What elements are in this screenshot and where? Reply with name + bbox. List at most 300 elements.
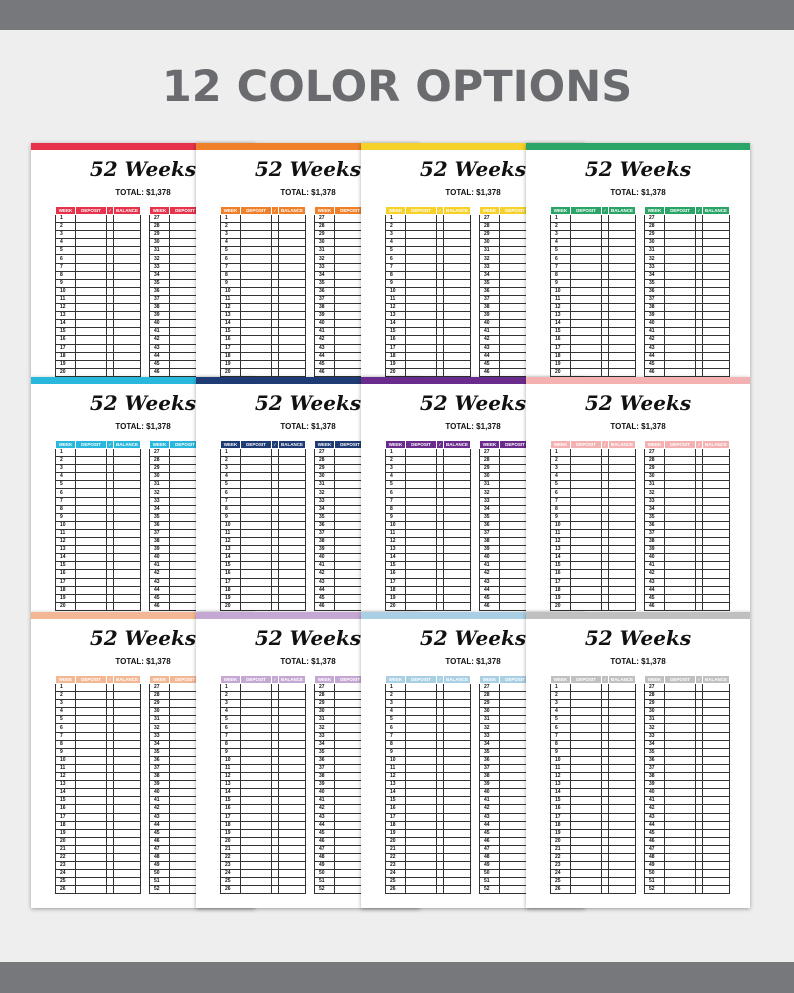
column-header-deposit: DEPOSIT — [500, 207, 531, 215]
blank-cell — [107, 215, 114, 223]
table-row — [221, 247, 306, 255]
blank-cell — [444, 845, 471, 853]
table-row — [480, 312, 531, 320]
table-row — [221, 505, 306, 513]
week-number: 1 — [221, 215, 241, 223]
week-number: 19 — [386, 360, 406, 368]
blank-cell — [406, 239, 437, 247]
table-row — [645, 215, 730, 223]
table-row — [221, 813, 306, 821]
column-header-deposit: DEPOSIT — [406, 207, 437, 215]
table-row — [645, 538, 730, 546]
week-number: 15 — [386, 797, 406, 805]
week-number: 20 — [551, 368, 571, 376]
blank-cell — [609, 546, 636, 554]
table-row — [480, 328, 531, 336]
week-number: 2 — [551, 457, 571, 465]
table-row — [480, 821, 531, 829]
blank-cell — [76, 805, 107, 813]
week-number: 28 — [480, 457, 500, 465]
table-row — [551, 773, 636, 781]
table-row — [551, 336, 636, 344]
blank-cell — [696, 594, 703, 602]
week-number: 16 — [386, 570, 406, 578]
blank-cell — [107, 692, 114, 700]
table-row — [480, 684, 531, 692]
blank-cell — [406, 344, 437, 352]
week-number: 39 — [645, 312, 665, 320]
blank-cell — [444, 304, 471, 312]
week-number: 20 — [221, 368, 241, 376]
column-header-deposit: DEPOSIT — [406, 441, 437, 449]
blank-cell — [114, 489, 141, 497]
blank-cell — [602, 684, 609, 692]
table-row — [645, 764, 730, 772]
week-number: 51 — [150, 878, 170, 886]
blank-cell — [241, 304, 272, 312]
table-row — [645, 886, 730, 894]
blank-cell — [76, 764, 107, 772]
week-number: 26 — [386, 886, 406, 894]
table-row — [645, 352, 730, 360]
blank-cell — [76, 570, 107, 578]
week-number: 44 — [645, 352, 665, 360]
table-row — [221, 773, 306, 781]
table-row — [480, 465, 531, 473]
week-number: 16 — [56, 805, 76, 813]
blank-cell — [241, 328, 272, 336]
week-number: 9 — [386, 748, 406, 756]
week-number: 7 — [386, 497, 406, 505]
blank-cell — [272, 578, 279, 586]
week-number: 13 — [386, 312, 406, 320]
column-header-week: WEEK — [56, 207, 76, 215]
table-row — [150, 481, 201, 489]
blank-cell — [406, 513, 437, 521]
week-number: 11 — [56, 764, 76, 772]
table-row — [645, 700, 730, 708]
blank-cell — [114, 837, 141, 845]
blank-cell — [107, 529, 114, 537]
table-row — [315, 304, 366, 312]
blank-cell — [76, 449, 107, 457]
blank-cell — [406, 231, 437, 239]
table-row — [480, 271, 531, 279]
table-row — [386, 813, 471, 821]
blank-cell — [279, 684, 306, 692]
week-number: 18 — [56, 821, 76, 829]
table-row — [221, 740, 306, 748]
table-row — [480, 732, 531, 740]
table-row — [645, 473, 730, 481]
table-row — [315, 773, 366, 781]
blank-cell — [76, 756, 107, 764]
blank-cell — [279, 465, 306, 473]
table-row — [551, 457, 636, 465]
blank-cell — [107, 312, 114, 320]
blank-cell — [76, 724, 107, 732]
blank-cell — [703, 271, 730, 279]
week-number: 30 — [645, 239, 665, 247]
blank-cell — [241, 878, 272, 886]
week-number: 13 — [56, 312, 76, 320]
table-row — [480, 546, 531, 554]
blank-cell — [444, 255, 471, 263]
blank-cell — [107, 360, 114, 368]
table-row — [480, 320, 531, 328]
table-row — [56, 845, 141, 853]
week-number: 19 — [551, 829, 571, 837]
blank-cell — [279, 578, 306, 586]
week-number: 11 — [221, 529, 241, 537]
table-row — [480, 708, 531, 716]
table-row — [221, 748, 306, 756]
blank-cell — [609, 255, 636, 263]
table-row — [315, 360, 366, 368]
blank-cell — [279, 724, 306, 732]
blank-cell — [665, 821, 696, 829]
savings-table — [149, 206, 201, 377]
blank-cell — [609, 263, 636, 271]
blank-cell — [696, 829, 703, 837]
week-number: 3 — [56, 465, 76, 473]
blank-cell — [76, 328, 107, 336]
table-row — [480, 853, 531, 861]
blank-cell — [107, 797, 114, 805]
blank-cell — [609, 805, 636, 813]
table-row — [386, 529, 471, 537]
blank-cell — [114, 716, 141, 724]
blank-cell — [114, 845, 141, 853]
week-number: 23 — [56, 862, 76, 870]
table-row — [221, 716, 306, 724]
week-number: 38 — [150, 773, 170, 781]
table-row — [386, 862, 471, 870]
table-row — [315, 862, 366, 870]
blank-cell — [241, 554, 272, 562]
blank-cell — [241, 352, 272, 360]
blank-cell — [114, 521, 141, 529]
week-number: 1 — [56, 684, 76, 692]
blank-cell — [272, 344, 279, 352]
blank-cell — [571, 336, 602, 344]
week-number: 37 — [645, 764, 665, 772]
week-number: 42 — [315, 570, 335, 578]
table-row — [150, 708, 201, 716]
blank-cell — [571, 521, 602, 529]
week-number: 12 — [221, 304, 241, 312]
blank-cell — [241, 805, 272, 813]
table-row — [645, 328, 730, 336]
week-number: 7 — [551, 497, 571, 505]
table-row — [645, 360, 730, 368]
savings-table — [644, 675, 730, 894]
blank-cell — [114, 473, 141, 481]
blank-cell — [437, 570, 444, 578]
week-number: 27 — [315, 449, 335, 457]
week-number: 46 — [480, 602, 500, 610]
blank-cell — [696, 255, 703, 263]
table-row — [645, 708, 730, 716]
week-number: 10 — [56, 756, 76, 764]
table-row — [150, 473, 201, 481]
blank-cell — [279, 546, 306, 554]
blank-cell — [272, 465, 279, 473]
blank-cell — [437, 328, 444, 336]
table-row — [221, 724, 306, 732]
week-number: 14 — [56, 320, 76, 328]
table-row — [150, 336, 201, 344]
table-row — [150, 837, 201, 845]
table-row — [480, 505, 531, 513]
blank-cell — [76, 239, 107, 247]
blank-cell — [571, 886, 602, 894]
blank-cell — [241, 263, 272, 271]
blank-cell — [665, 320, 696, 328]
blank-cell — [437, 821, 444, 829]
blank-cell — [76, 773, 107, 781]
blank-cell — [406, 837, 437, 845]
blank-cell — [279, 320, 306, 328]
table-row — [221, 279, 306, 287]
week-number: 10 — [386, 287, 406, 295]
table-row — [480, 538, 531, 546]
week-number: 45 — [645, 594, 665, 602]
column-header-balance: BALANCE — [114, 441, 141, 449]
week-number: 37 — [150, 764, 170, 772]
table-row — [150, 886, 201, 894]
blank-cell — [602, 489, 609, 497]
table-row — [56, 886, 141, 894]
blank-cell — [602, 538, 609, 546]
table-row — [551, 878, 636, 886]
blank-cell — [571, 255, 602, 263]
table-row — [480, 255, 531, 263]
table-row — [645, 336, 730, 344]
week-number: 12 — [386, 538, 406, 546]
week-number: 33 — [150, 497, 170, 505]
blank-cell — [107, 732, 114, 740]
week-number: 5 — [56, 247, 76, 255]
table-row — [645, 692, 730, 700]
blank-cell — [76, 878, 107, 886]
table-row — [386, 295, 471, 303]
table-row — [315, 554, 366, 562]
blank-cell — [609, 853, 636, 861]
table-row — [150, 505, 201, 513]
week-number: 41 — [315, 797, 335, 805]
blank-cell — [665, 570, 696, 578]
blank-cell — [602, 449, 609, 457]
blank-cell — [602, 360, 609, 368]
blank-cell — [444, 764, 471, 772]
week-number: 5 — [386, 247, 406, 255]
week-number: 26 — [551, 886, 571, 894]
table-row — [315, 764, 366, 772]
blank-cell — [703, 821, 730, 829]
table-row — [150, 344, 201, 352]
card-title: 52 Weeks — [89, 157, 197, 181]
table-row — [386, 521, 471, 529]
week-number: 3 — [56, 231, 76, 239]
blank-cell — [406, 773, 437, 781]
week-number: 3 — [386, 231, 406, 239]
table-row — [480, 279, 531, 287]
column-header-check: ✓ — [273, 207, 277, 213]
week-number: 44 — [480, 586, 500, 594]
table-row — [315, 255, 366, 263]
blank-cell — [272, 489, 279, 497]
blank-cell — [437, 870, 444, 878]
table-row — [150, 594, 201, 602]
table-row — [386, 594, 471, 602]
blank-cell — [703, 578, 730, 586]
table-row — [150, 215, 201, 223]
blank-cell — [609, 732, 636, 740]
table-row — [551, 797, 636, 805]
week-number: 33 — [645, 732, 665, 740]
column-header-balance: BALANCE — [279, 441, 306, 449]
blank-cell — [609, 336, 636, 344]
blank-cell — [571, 513, 602, 521]
week-number: 2 — [56, 457, 76, 465]
blank-cell — [665, 489, 696, 497]
table-row — [386, 328, 471, 336]
blank-cell — [665, 829, 696, 837]
card-title: 52 Weeks — [419, 626, 527, 650]
blank-cell — [602, 797, 609, 805]
week-number: 42 — [480, 805, 500, 813]
blank-cell — [444, 837, 471, 845]
week-number: 12 — [551, 538, 571, 546]
card-color-bar — [526, 377, 750, 384]
blank-cell — [272, 449, 279, 457]
blank-cell — [665, 263, 696, 271]
table-row — [56, 489, 141, 497]
blank-cell — [609, 878, 636, 886]
column-header-week: WEEK — [480, 676, 500, 684]
week-number: 7 — [551, 732, 571, 740]
blank-cell — [76, 481, 107, 489]
table-row — [645, 295, 730, 303]
blank-cell — [76, 247, 107, 255]
table-row — [551, 845, 636, 853]
blank-cell — [76, 821, 107, 829]
blank-cell — [114, 684, 141, 692]
table-row — [221, 878, 306, 886]
blank-cell — [571, 740, 602, 748]
table-row — [551, 764, 636, 772]
table-row — [56, 231, 141, 239]
blank-cell — [114, 821, 141, 829]
blank-cell — [76, 813, 107, 821]
blank-cell — [609, 505, 636, 513]
card-title: 52 Weeks — [419, 391, 527, 415]
table-row — [56, 878, 141, 886]
table-row — [315, 586, 366, 594]
week-number: 33 — [480, 263, 500, 271]
blank-cell — [444, 223, 471, 231]
blank-cell — [76, 497, 107, 505]
blank-cell — [279, 748, 306, 756]
week-number: 45 — [150, 360, 170, 368]
week-number: 34 — [480, 740, 500, 748]
week-number: 21 — [56, 845, 76, 853]
table-row — [56, 360, 141, 368]
blank-cell — [665, 700, 696, 708]
blank-cell — [406, 554, 437, 562]
table-row — [56, 821, 141, 829]
blank-cell — [76, 748, 107, 756]
blank-cell — [696, 724, 703, 732]
week-number: 18 — [386, 821, 406, 829]
week-number: 9 — [56, 748, 76, 756]
table-row — [551, 586, 636, 594]
blank-cell — [272, 837, 279, 845]
week-number: 13 — [56, 546, 76, 554]
week-number: 38 — [480, 538, 500, 546]
column-header-week: WEEK — [645, 207, 665, 215]
week-number: 40 — [150, 320, 170, 328]
blank-cell — [609, 279, 636, 287]
week-number: 12 — [56, 538, 76, 546]
blank-cell — [272, 829, 279, 837]
blank-cell — [696, 602, 703, 610]
blank-cell — [602, 263, 609, 271]
blank-cell — [444, 724, 471, 732]
table-row — [56, 505, 141, 513]
blank-cell — [609, 215, 636, 223]
blank-cell — [279, 602, 306, 610]
blank-cell — [76, 320, 107, 328]
table-row — [386, 457, 471, 465]
table-row — [221, 255, 306, 263]
column-header-check: ✓ — [273, 676, 277, 682]
table-row — [221, 554, 306, 562]
blank-cell — [272, 813, 279, 821]
table-row — [645, 853, 730, 861]
blank-cell — [609, 287, 636, 295]
column-header-week: WEEK — [221, 441, 241, 449]
week-number: 10 — [221, 756, 241, 764]
blank-cell — [571, 684, 602, 692]
table-row — [315, 821, 366, 829]
blank-cell — [437, 344, 444, 352]
table-row — [315, 497, 366, 505]
week-number: 48 — [480, 853, 500, 861]
blank-cell — [114, 239, 141, 247]
table-row — [150, 368, 201, 376]
blank-cell — [571, 594, 602, 602]
blank-cell — [571, 781, 602, 789]
table-row — [315, 748, 366, 756]
blank-cell — [609, 773, 636, 781]
blank-cell — [279, 344, 306, 352]
blank-cell — [114, 586, 141, 594]
week-number: 5 — [221, 716, 241, 724]
blank-cell — [696, 878, 703, 886]
table-row — [551, 505, 636, 513]
blank-cell — [114, 862, 141, 870]
blank-cell — [696, 684, 703, 692]
table-row — [551, 215, 636, 223]
blank-cell — [241, 821, 272, 829]
week-number: 44 — [645, 586, 665, 594]
table-row — [56, 748, 141, 756]
blank-cell — [107, 271, 114, 279]
table-row — [315, 489, 366, 497]
blank-cell — [665, 295, 696, 303]
